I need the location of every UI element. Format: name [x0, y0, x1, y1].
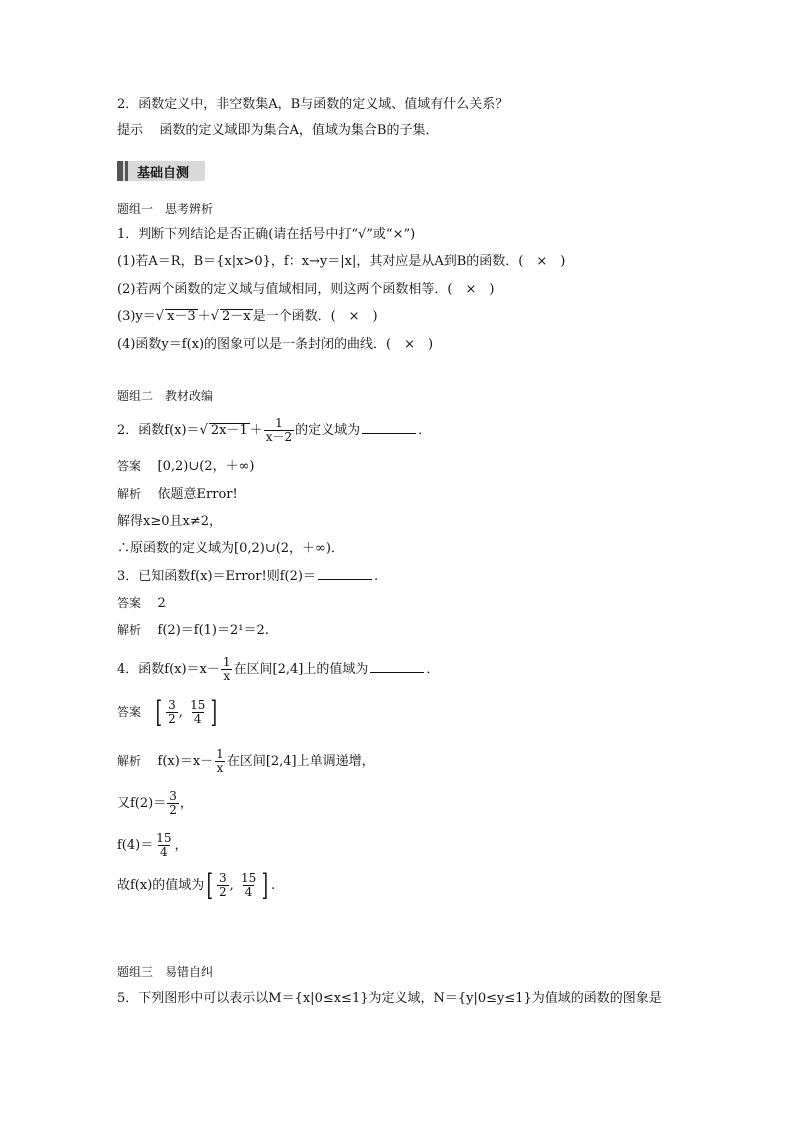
item-2: (2)若两个函数的定义域与值域相同，则这两个函数相等．( × )	[117, 282, 495, 297]
q4-solution-4-pre: 故f(x)的值域为	[117, 878, 205, 893]
group1-title: 题组一 思考辨析	[117, 202, 214, 216]
q4-post: 在区间[2,4]上的值域为	[233, 662, 369, 677]
q4-solution-3-post: ，	[174, 838, 188, 853]
q3-answer	[117, 594, 166, 613]
q4-frac-num: 1	[222, 655, 231, 669]
q4-solution-4-a-den: 2	[219, 885, 227, 899]
q4-answer-b-den: 4	[193, 712, 202, 726]
q4-answer-a-num: 3	[168, 698, 176, 712]
q2-solution-1: 依题意Error!	[157, 487, 238, 502]
left-bracket-icon: [	[206, 867, 214, 903]
q4-solution-4	[117, 868, 275, 904]
q4-solution-label: 解析	[117, 754, 142, 768]
q4-answer-frac-b	[188, 699, 207, 726]
q4-solution-4-b-num: 15	[240, 871, 257, 885]
q3-text: 3．已知函数f(x)＝Error!则f(2)＝	[117, 569, 316, 584]
right-bracket-icon: ]	[210, 694, 218, 730]
section-badge: 基础自测	[117, 161, 205, 181]
q4-solution-4-b-den: 4	[244, 885, 253, 899]
q2-end: ．	[418, 423, 432, 438]
q4-answer-comma: ,	[178, 705, 183, 720]
q3-answer-label: 答案	[117, 596, 142, 610]
q3-solution	[117, 621, 269, 640]
q4-solution-4-comma: ,	[229, 878, 234, 893]
q3-answer-blank	[318, 567, 372, 580]
q4-solution-4-a-num: 3	[219, 871, 227, 885]
q2-plus: ＋	[249, 423, 263, 438]
q4-solution-3-frac	[154, 832, 173, 859]
hint-label: 提示	[117, 123, 144, 138]
group2-title: 题组二 教材改编	[117, 389, 214, 403]
item-3: (3)y＝√ x－3 ＋√ 2－x 是一个函数．( × )	[117, 308, 378, 325]
q3-end: .	[373, 569, 379, 584]
question-1: 1．判断下列结论是否正确(请在括号中打“√”或“×”)	[117, 227, 416, 242]
q2-answer	[117, 457, 255, 476]
q2-solution-label: 解析	[117, 487, 142, 501]
question-2: 2．函数f(x)＝√ 2x－1 ＋ $\frac{1}{x-2}$ 的定义域为 ．	[117, 416, 432, 444]
item-3-mid: ＋	[197, 309, 211, 324]
q4-solution-1-den: x	[216, 761, 224, 775]
q2-solution-3: ∴原函数的定义域为[0,2)∪(2，＋∞)．	[117, 541, 344, 556]
q4-answer-label: 答案	[117, 705, 142, 719]
q4-solution	[117, 748, 375, 775]
q4-answer	[117, 694, 220, 731]
q4-solution-3-num: 15	[156, 831, 172, 845]
item-3-post: 是一个函数．( × )	[252, 309, 378, 324]
hint-line	[117, 122, 439, 140]
q2-post: 的定义域为	[295, 423, 361, 438]
item-1: (1)若A＝R，B＝{x|x>0}，f：x→y＝|x|，其对应是从A到B的函数．( × )	[117, 254, 566, 269]
q4-pre: 4．函数f(x)＝x－	[117, 662, 220, 677]
q4-solution-1-post: 在区间[2,4]上单调递增，	[226, 754, 375, 769]
q4-solution-1-pre: f(x)＝x－	[157, 754, 214, 769]
q2-answer-label: 答案	[117, 459, 142, 473]
q4-answer-b-num: 15	[190, 698, 206, 712]
q4-solution-2-den: 2	[169, 803, 177, 817]
q4-solution-1-frac	[214, 748, 226, 775]
q2-solution	[117, 485, 238, 504]
q2-root: 2x－1	[210, 423, 248, 438]
q2-answer-value: [0,2)∪(2，＋∞)	[157, 459, 255, 474]
right-bracket-icon: ]	[261, 867, 269, 903]
q4-solution-2-frac	[167, 790, 179, 817]
q2-answer-blank	[362, 421, 416, 434]
q4-fraction	[221, 656, 233, 683]
question-5: 5．下列图形中可以表示以M＝{x|0≤x≤1}为定义域，N＝{y|0≤y≤1}为值域的函数的图象是	[117, 991, 662, 1006]
q2-fraction	[264, 417, 294, 444]
question-3	[117, 567, 378, 586]
q4-solution-3	[117, 832, 188, 859]
q4-solution-2-num: 3	[169, 789, 177, 803]
group3-title: 题组三 易错自纠	[117, 965, 214, 979]
sqrt-2: 2－x	[221, 309, 251, 324]
question-2-intro: 2．函数定义中，非空数集A，B与函数的定义域、值域有什么关系？	[117, 97, 509, 112]
q4-frac-den: x	[223, 669, 231, 683]
hint-text: 函数的定义域即为集合A，值域为集合B的子集．	[159, 123, 439, 138]
item-3-pre: (3)y＝	[117, 309, 156, 324]
q4-solution-3-den: 4	[160, 845, 168, 859]
q4-answer-a-den: 2	[168, 712, 176, 726]
q2-frac-num: 1	[275, 416, 283, 430]
q4-solution-4-frac-a	[217, 872, 229, 899]
q2-frac-den: x－2	[265, 430, 293, 444]
q4-solution-3-pre: f(4)＝	[117, 838, 154, 853]
sqrt-1: x－3	[167, 309, 196, 324]
q4-solution-2-pre: 又f(2)＝	[117, 796, 167, 811]
left-bracket-icon: [	[156, 694, 163, 730]
q4-solution-4-end: .	[270, 878, 276, 893]
q4-solution-2	[117, 790, 193, 817]
q3-solution-label: 解析	[117, 623, 142, 637]
q4-answer-frac-a	[166, 699, 178, 726]
q4-solution-2-post: ，	[179, 796, 193, 811]
q3-solution-value: f(2)＝f(1)＝2¹＝2.	[157, 623, 269, 638]
q2-solution-2: 解得x≥0且x≠2，	[117, 514, 222, 529]
q4-end: ．	[426, 662, 440, 677]
item-4: (4)函数y＝f(x)的图象可以是一条封闭的曲线．( × )	[117, 337, 434, 352]
question-4	[117, 656, 439, 683]
q2-pre: 2．函数f(x)＝	[117, 423, 200, 438]
q3-answer-value: 2	[157, 596, 166, 611]
q4-solution-1-num: 1	[216, 747, 224, 761]
q4-solution-4-frac-b	[239, 872, 258, 899]
q4-answer-blank	[370, 660, 424, 673]
